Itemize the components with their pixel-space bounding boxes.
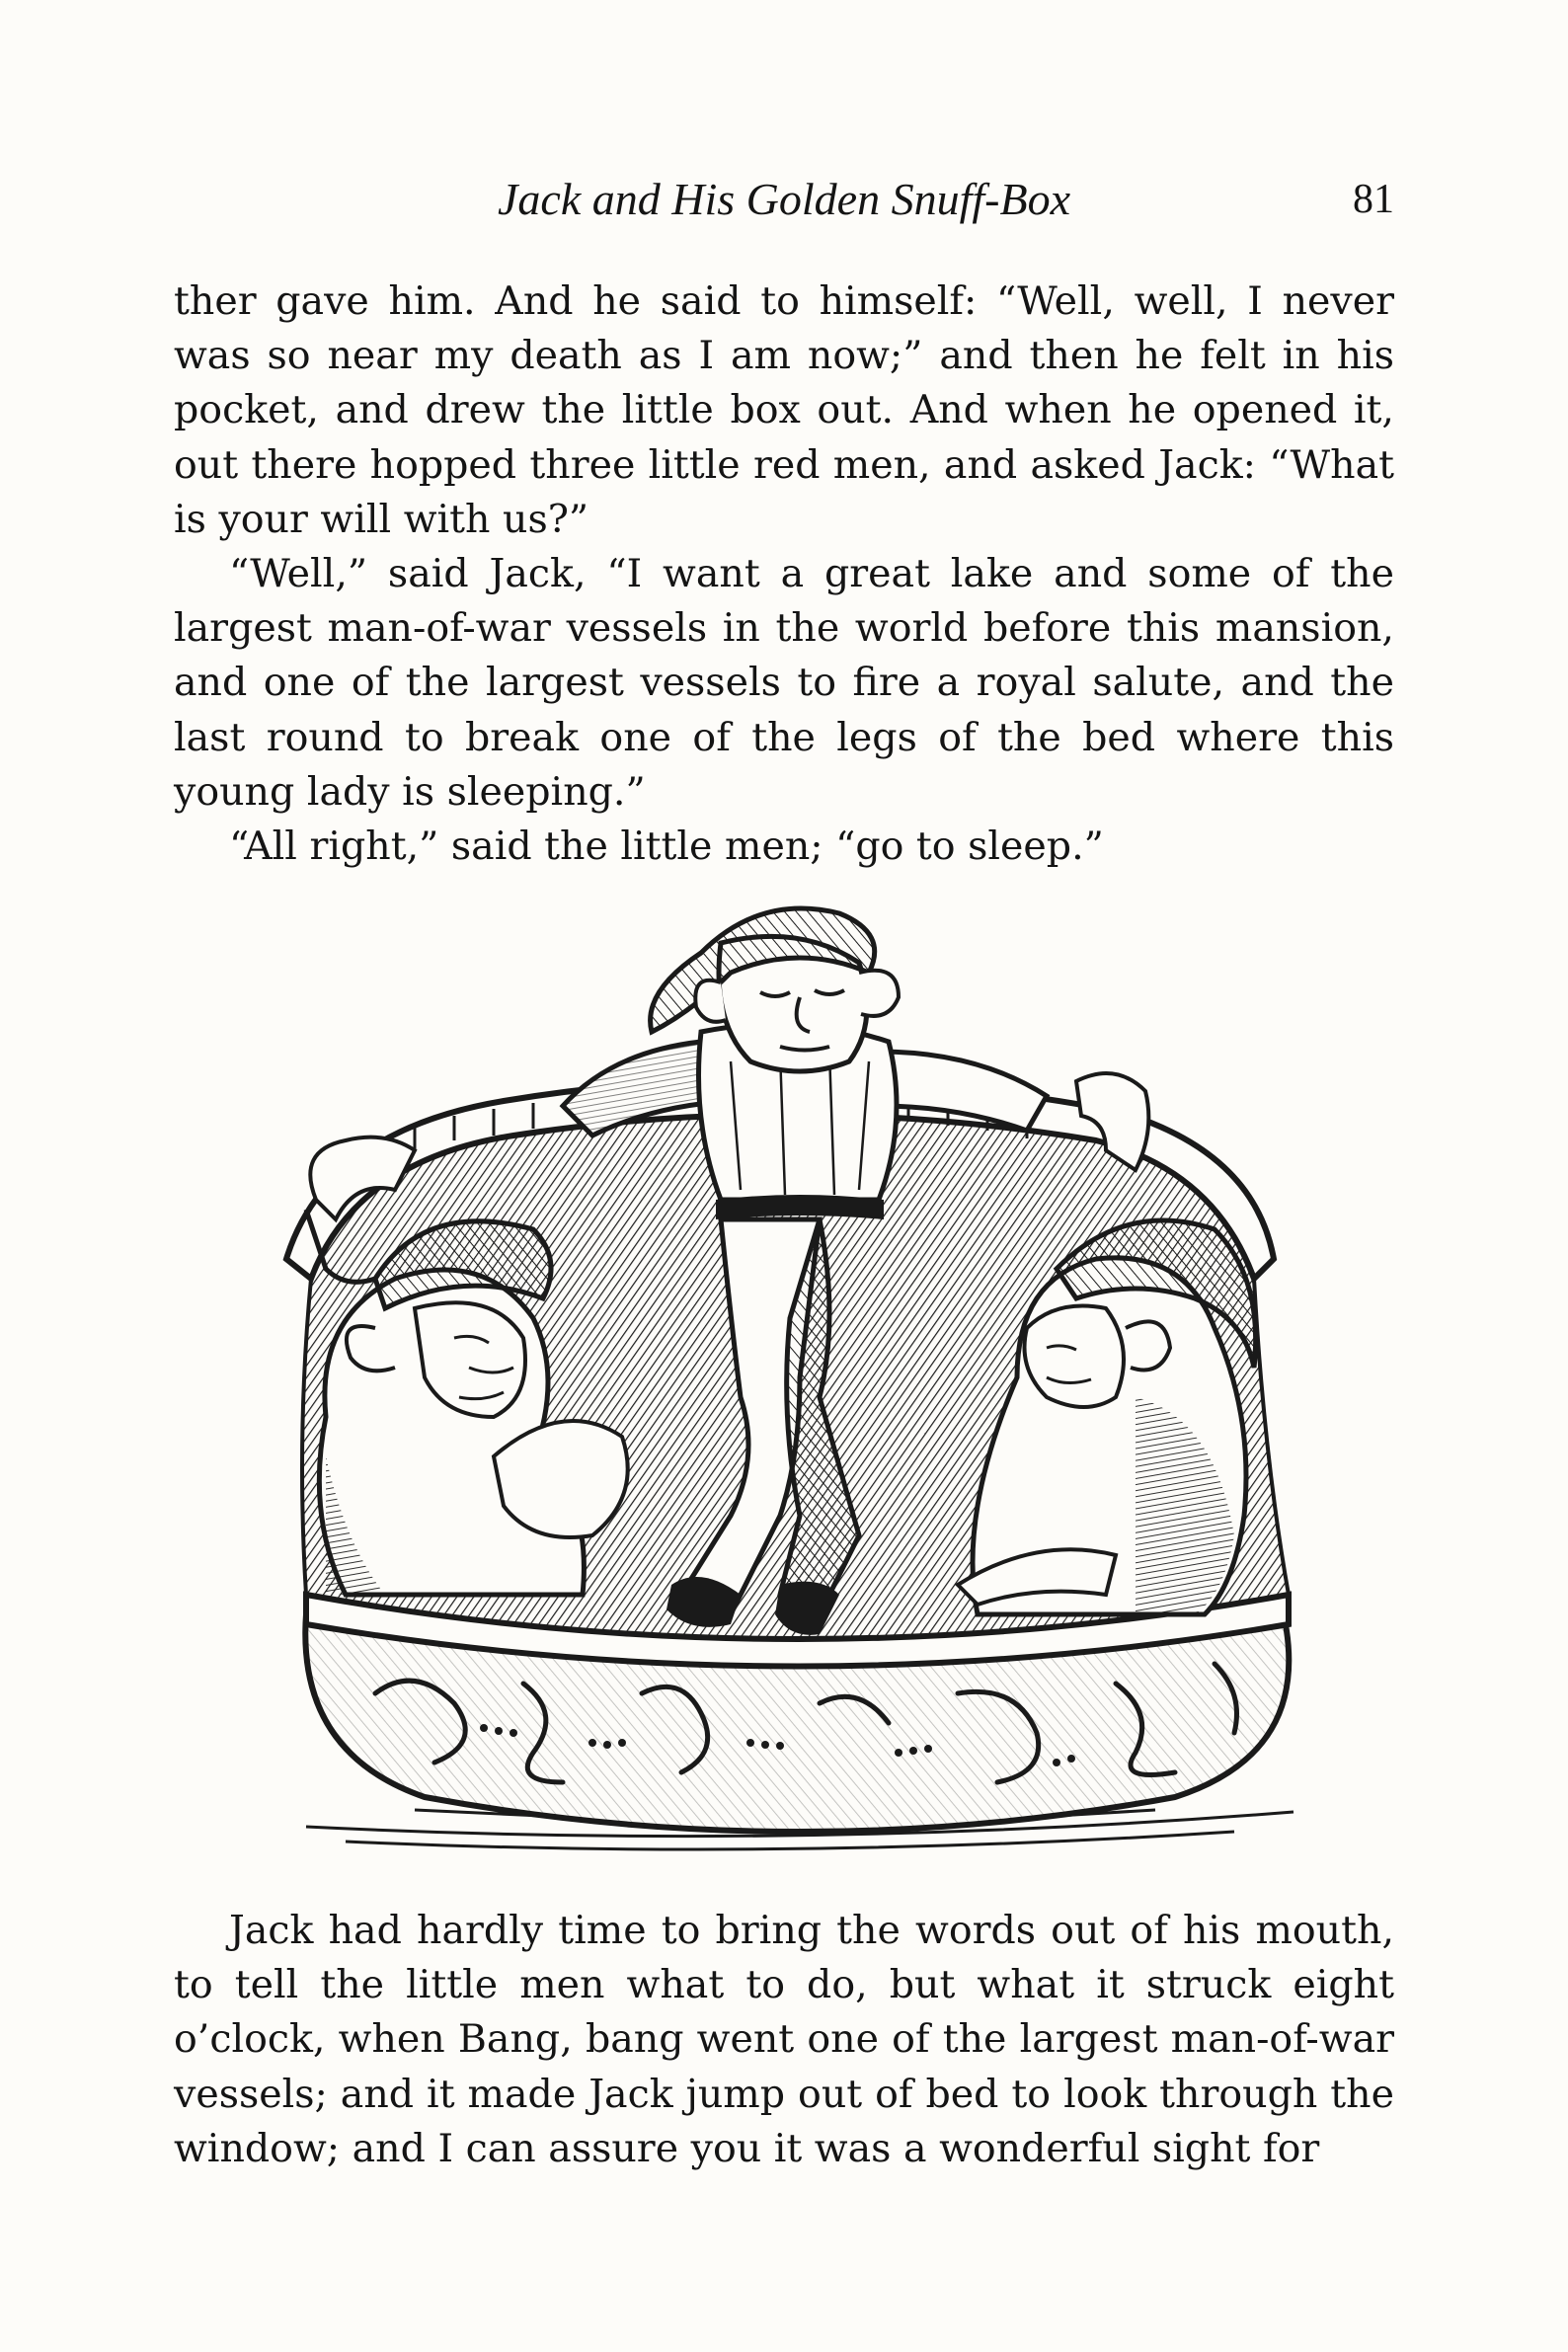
- paragraph: Jack had hardly time to bring the words out of his mouth, to tell the little men what to do, but what it struck eight o’clock, when Bang, bang went one of the largest man-of-war vessels; and it made Jack jump out of bed to look through the window; and I can assure you it was a wonderful sight for: [174, 1908, 1394, 2171]
- three-little-men-in-snuff-box-illustration: [267, 903, 1343, 1851]
- running-head: [174, 170, 1394, 229]
- illustration-drawing: [267, 903, 1343, 1851]
- body-text-bottom: [174, 1904, 1394, 2176]
- paragraph: “All right,” said the little men; “go to sleep.”: [229, 823, 1104, 870]
- running-title: Jack and His Golden Snuff-Box: [498, 174, 1070, 224]
- page-number: 81: [1353, 177, 1394, 222]
- paragraph: ther gave him. And he said to himself: “Well, well, I never was so near my death as I am now;” and then he felt in his pocket, and drew the little box out. And when he opened it, out there hopped three little red men, and asked Jack: “What is your will with us?”: [174, 278, 1394, 542]
- body-text-top: [174, 274, 1394, 874]
- paragraph: “Well,” said Jack, “I want a great lake and some of the largest man-of-war vessels in the world before this mansion, and one of the largest vessels to fire a royal salute, and the last round to break one of the legs of the bed where this young lady is sleeping.”: [174, 551, 1394, 815]
